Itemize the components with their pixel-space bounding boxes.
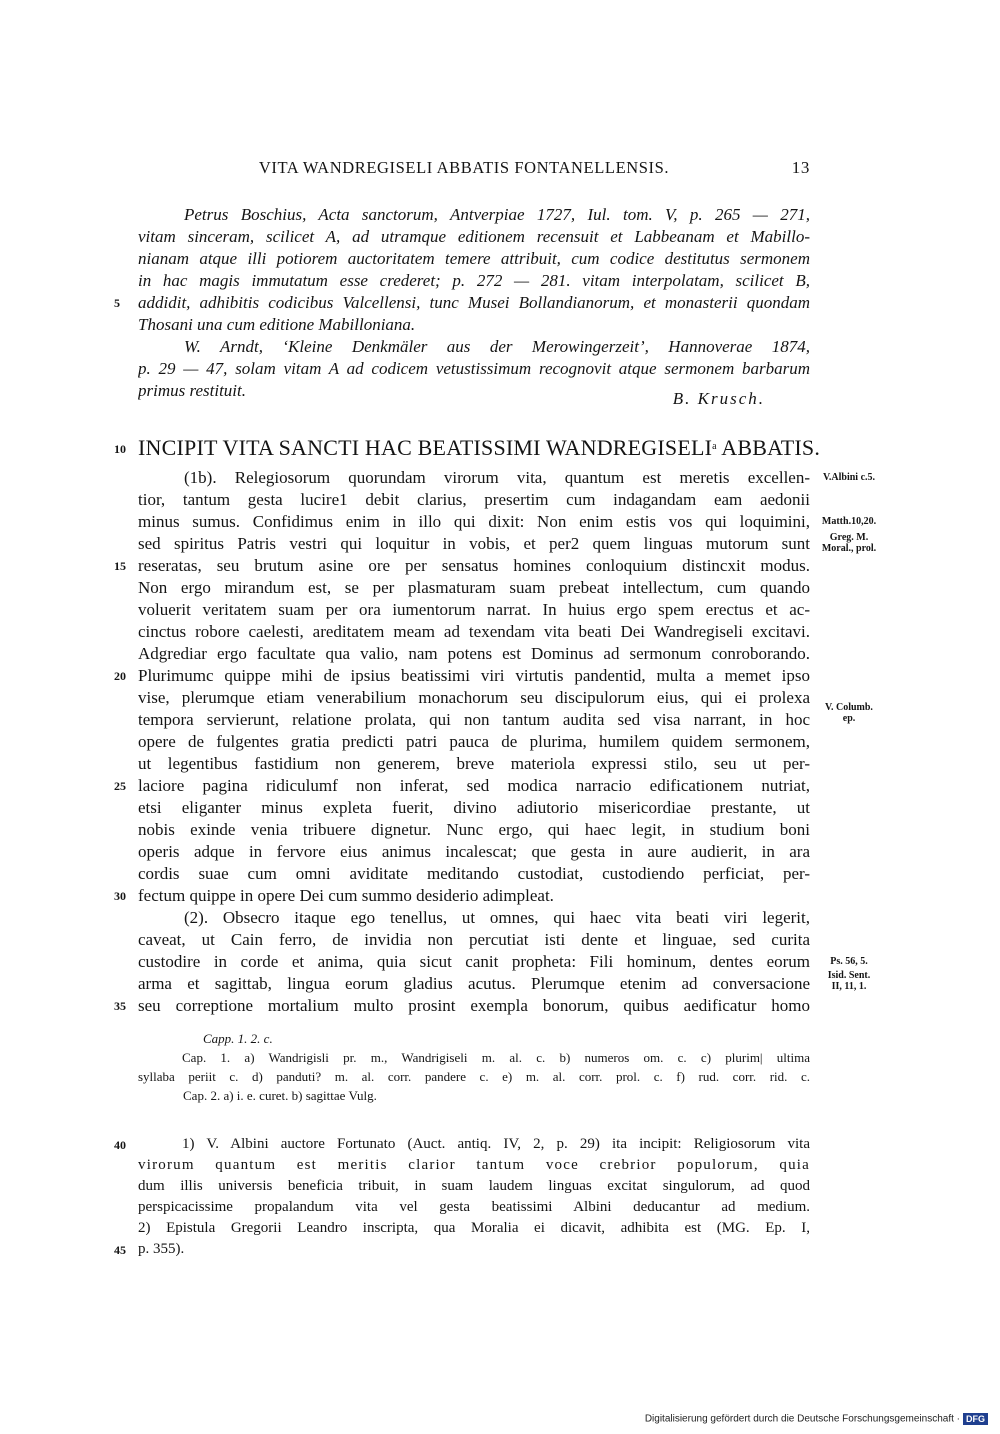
footnote-line: dum illis universis beneficia tribuit, in suam laudem linguas excitat singulorum, ad quod [138, 1178, 810, 1194]
intro-line: W. Arndt, ‘Kleine Denkmäler aus der Merowingerzeit’, Hannoverae 1874, [184, 337, 810, 356]
intro-line: nianam atque illi potiorem auctoritatem temere attribuit, cum codice destitutus sermonem [138, 249, 810, 268]
body-line: nobis exinde venia tribuere dignetur. Nunc ergo, qui haec legit, in studium boni [138, 820, 810, 839]
margin-note: Matth.10,20. [821, 516, 877, 527]
heading-footnote-mark: a [712, 441, 717, 452]
running-title: VITA WANDREGISELI ABBATIS FONTANELLENSIS. [258, 158, 670, 177]
apparatus-line: syllaba periit c. d) panduti? m. al. corr. pandere c. e) m. al. corr. prol. c. f) rud. corr. rid. c. [138, 1069, 810, 1084]
body-line: arma et sagittab, lingua eorum gladius acutus. Plerumque etenim ad conversacione [138, 974, 810, 993]
margin-note: II, 11, 1. [831, 981, 867, 992]
line-number: 5 [114, 296, 120, 310]
line-number: 15 [114, 559, 126, 573]
body-line: minus sumus. Confidimus enim in illo qui dixit: Non enim estis vos qui loquimini, [138, 512, 810, 531]
body-line: (1b). Relegiosorum quorundam virorum vita, quantum est meretis excellen- [184, 468, 810, 487]
body-line: cordis suae cum omni aviditate meditando custodiat, custodiendo perficiat, per- [138, 864, 810, 883]
line-number: 25 [114, 779, 126, 793]
footnote-line: virorum quantum est meritis clarior tantum voce crebrior populorum, quia [138, 1157, 810, 1173]
line-number: 35 [114, 999, 126, 1013]
page-number: 13 [791, 158, 810, 177]
apparatus-line: Capp. 1. 2. c. [203, 1031, 273, 1046]
apparatus-line: Cap. 2. a) i. e. curet. b) sagittae Vulg. [183, 1088, 377, 1103]
line-number: 10 [114, 442, 126, 456]
body-line: caveat, ut Cain ferro, de invidia non percutiat isti dente et linguae, sed curita [138, 930, 810, 949]
margin-note: Moral., prol. [821, 543, 877, 554]
margin-note: V. Columb. [825, 702, 873, 713]
line-number: 30 [114, 889, 126, 903]
body-line: opere de fulgentes gratia predicti patri pauca de plurima, humilem quidem sermonem, [138, 732, 810, 751]
editor-signature: B. Krusch. [672, 389, 765, 408]
footnote-line: 1) V. Albini auctore Fortunato (Auct. antiq. IV, 2, p. 29) ita incipit: Religiosorum vita [182, 1136, 810, 1152]
body-line: vise, plerumque etiam venerabilium monachorum seu discipulorum eius, qui ei prolexa [138, 688, 810, 707]
body-line: Adgrediar ergo facultate qua valio, nam potens est Dominus ad sermonum conroborando. [138, 644, 810, 663]
intro-line: Petrus Boschius, Acta sanctorum, Antverpiae 1727, Iul. tom. V, p. 265 — 271, [184, 205, 810, 224]
body-line: laciore pagina ridiculumf non inferat, sed modica narracio edificationem nutriat, [138, 776, 810, 795]
body-line: sed spiritus Patris vestri qui loquitur in vobis, et per2 quem linguas mutorum sunt [138, 534, 810, 553]
body-line: voluerit veritatem suam per ora iumentorum narrat. In huius ergo spem erectus et ac- [138, 600, 810, 619]
digitization-credit [645, 1413, 988, 1425]
intro-line: in hac magis immutatum esse crederet; p. 272 — 281. vitam interpolatam, scilicet B, [138, 271, 810, 290]
body-line: tempora servierunt, relatione prolata, qui non tantum audita sed visa narrant, in hoc [138, 710, 810, 729]
intro-line: vitam sinceram, scilicet A, ad utramque editionem recensuit et Labbeanam et Mabillo- [138, 227, 810, 246]
body-line: reseratas, seu brutum asine ore per sensatus homines conloquium distincxit modus. [138, 556, 810, 575]
body-line: (2). Obsecro itaque ego tenellus, ut omnes, qui haec vita beati viri legerit, [184, 908, 810, 927]
margin-note: ep. [842, 713, 856, 724]
margin-note: Greg. M. [829, 532, 869, 543]
line-number: 20 [114, 669, 126, 683]
intro-line: p. 29 — 47, solam vitam A ad codicem vetustissimum recognovit atque sermonem barbarum [138, 359, 810, 378]
intro-line: primus restituit. [138, 381, 246, 400]
body-line: cinctus robore caelesti, areditatem meam ad texendam vita beati Dei Wandregiseli excitavi. [138, 622, 810, 641]
body-line: ut legentibus fastidium non generem, breve materiola expressi stilo, seu ut per- [138, 754, 810, 773]
margin-note: V.Albini c.5. [822, 472, 876, 483]
intro-line: Thosani una cum editione Mabilloniana. [138, 315, 416, 334]
body-line: custodire in corde et anima, quia sicut canit propheta: Fili hominum, dentes eorum [138, 952, 810, 971]
line-number: 40 [114, 1138, 126, 1152]
heading-text: INCIPIT VITA SANCTI HAC BEATISSIMI WANDREGISELI [138, 435, 713, 460]
margin-note: Ps. 56, 5. [830, 956, 868, 967]
credit-text: Digitalisierung gefördert durch die Deutsche Forschungsgemeinschaft · [644, 1413, 960, 1425]
footnote-line: p. 355). [138, 1241, 185, 1257]
body-line: operis adque in fervore eius animus incalescat; que gesta in aure audierit, in ara [138, 842, 810, 861]
footnote-line: 2) Epistula Gregorii Leandro inscripta, qua Moralia ei dicavit, adhibita est (MG. Ep. I, [138, 1220, 810, 1236]
heading-tail: ABBATIS. [716, 435, 821, 460]
body-line: Plurimumc quippe mihi de ipsius beatissimi viri virtutis pandentid, multa a memet ipso [138, 666, 810, 685]
vita-heading [138, 435, 821, 461]
body-line: etsi eliganter minus expleta fuerit, divino adiutorio misericordiae prestante, ut [138, 798, 810, 817]
dfg-logo: DFG [963, 1413, 988, 1425]
body-line: tior, tantum gesta lucire1 debit clarius, presertim cum indagandam eam aedonii [138, 490, 810, 509]
running-head [138, 158, 810, 178]
body-line: seu correptione mortalium multo prosint exempla bonorum, quibus aedificatur homo [138, 996, 810, 1015]
apparatus-line: Cap. 1. a) Wandrigisli pr. m., Wandrigiseli m. al. c. b) numeros om. c. c) plurim| ultima [182, 1050, 810, 1065]
footnote-line: perspicacissime propalandum vita vel gesta beatissimi Albini deducantur ad medium. [138, 1199, 810, 1215]
body-line: Non ergo mirandum est, se per plasmaturam suam prebeat intellectum, cum quando [138, 578, 810, 597]
margin-note: Isid. Sent. [827, 970, 871, 981]
intro-line: addidit, adhibitis codicibus Valcellensi, tunc Musei Bollandianorum, et monasterii quondam [138, 293, 810, 312]
body-line: fectum quippe in opere Dei cum summo desiderio adimpleat. [138, 886, 554, 905]
line-number: 45 [114, 1243, 126, 1257]
